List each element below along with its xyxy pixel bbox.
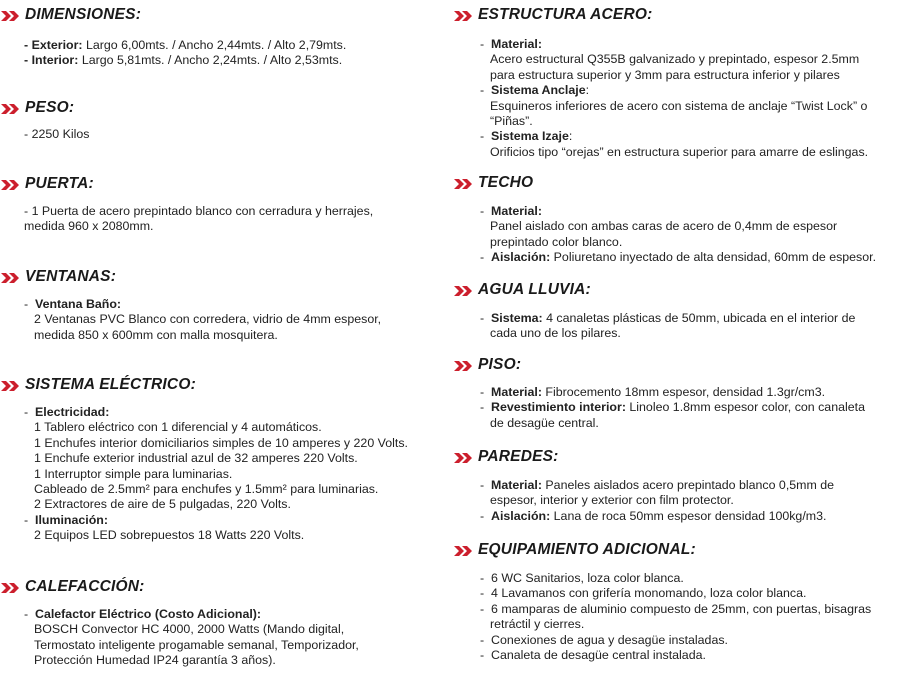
double-chevron-right-icon	[0, 10, 20, 22]
double-chevron-right-icon	[453, 545, 473, 557]
electricidad-item: 1 Enchufes interior domiciliarios simples de 10 amperes y 220 Volts.	[34, 435, 408, 450]
section-techo: TECHO - Material: Panel aislado con ambas caras de acero de 0,4mm de espesor prepintado color blanco. - Aislación: Poliuretano inyectado de alta densidad, 60mm de espesor.	[453, 174, 902, 266]
section-peso	[0, 99, 445, 142]
calefactor-label: Calefactor Eléctrico (Costo Adicional):	[35, 607, 262, 621]
section-title: PUERTA:	[25, 175, 94, 192]
double-chevron-right-icon	[0, 272, 20, 284]
section-estructura: ESTRUCTURA ACERO: - Material: Acero estructural Q355B galvanizado y prepintado, espesor 2.5mm para estructura superior y 3mm para estructura inferior y pilares - Sistema Anclaje: Esquineros inferiores de acero con sistema de anclaje “Twist Lock” o “Piñas”. - Sistema Izaje: Orificios tipo “orejas” en estructura superior para amarre de eslingas.	[453, 6, 902, 160]
double-chevron-right-icon	[453, 178, 473, 190]
aislacion-value: Poliuretano inyectado de alta densidad, 60mm de espesor.	[550, 250, 877, 265]
ventana-line: medida 850 x 600mm con malla mosquitera.	[34, 327, 278, 342]
section-ventanas: VENTANAS: - Ventana Baño: 2 Ventanas PVC Blanco con corredera, vidrio de 4mm espesor, medida 850 x 600mm con malla mosquitera.	[0, 268, 445, 343]
revestimiento-label: Revestimiento interior:	[491, 400, 626, 415]
material-line: espesor, interior y exterior con film protector.	[490, 493, 734, 508]
section-puerta	[0, 175, 445, 235]
section-title: CALEFACCIÓN:	[25, 578, 145, 595]
double-chevron-right-icon	[453, 285, 473, 297]
electricidad-item: 1 Enchufe exterior industrial azul de 32 amperes 220 Volts.	[34, 451, 358, 466]
equipamiento-item-cont: retráctil y cierres.	[490, 617, 585, 632]
revestimiento-line: de desagüe central.	[490, 415, 599, 430]
material-line: prepintado color blanco.	[490, 234, 623, 249]
peso-value: - 2250 Kilos	[24, 127, 90, 141]
puerta-line: - 1 Puerta de acero prepintado blanco con cerradura y herrajes,	[24, 204, 374, 218]
section-title: ESTRUCTURA ACERO:	[478, 6, 653, 23]
section-title: PAREDES:	[478, 448, 559, 465]
section-title: SISTEMA ELÉCTRICO:	[25, 376, 196, 393]
double-chevron-right-icon	[0, 103, 20, 115]
equipamiento-item: 6 mamparas de aluminio compuesto de 25mm, con puertas, bisagras	[491, 601, 872, 616]
double-chevron-right-icon	[453, 10, 473, 22]
electricidad-label: Electricidad:	[35, 405, 110, 419]
ventana-line: 2 Ventanas PVC Blanco con corredera, vidrio de 4mm espesor,	[34, 312, 382, 327]
puerta-line: medida 960 x 2080mm.	[24, 219, 154, 234]
section-piso: PISO: - Material: Fibrocemento 18mm espesor, densidad 1.3gr/cm3. - Revestimiento interior: Linoleo 1.8mm espesor color, con canaleta de desagüe central.	[453, 356, 902, 431]
sistema-line: cada uno de los pilares.	[490, 326, 621, 341]
izaje-label: Sistema Izaje	[491, 129, 569, 144]
section-title: TECHO	[478, 174, 534, 191]
anclaje-line: Esquineros inferiores de acero con sistema de anclaje “Twist Lock” o	[490, 98, 868, 113]
section-calefaccion: CALEFACCIÓN: - Calefactor Eléctrico (Costo Adicional): BOSCH Convector HC 4000, 2000 Watts (Mando digital, Termostato inteligente progamable semanal, Temporizador, Protección Humedad IP24 garantía 3 años).	[0, 578, 445, 669]
material-label: Material:	[491, 385, 542, 399]
interior-label: - Interior:	[24, 53, 79, 68]
equipamiento-item: Canaleta de desagüe central instalada.	[491, 648, 706, 663]
izaje-line: Orificios tipo “orejas” en estructura superior para amarre de eslingas.	[490, 144, 869, 159]
section-equipamiento: EQUIPAMIENTO ADICIONAL: - 6 WC Sanitarios, loza color blanca. - 4 Lavamanos con grifería monomando, loza color blanca. - 6 mamparas de aluminio compuesto de 25mm, con puertas, bisagras retráctil y cierres. - Conexiones de agua y desagüe instaladas. - Canaleta de desagüe central instalada.	[453, 541, 902, 663]
material-line: Acero estructural Q355B galvanizado y prepintado, espesor 2.5mm	[490, 52, 860, 67]
iluminacion-label: Iluminación:	[35, 512, 108, 527]
aislacion-label: Aislación:	[491, 508, 551, 523]
material-value: Paneles aislados acero prepintado blanco 0,5mm de	[541, 478, 835, 492]
calefactor-line: Protección Humedad IP24 garantía 3 años).	[34, 653, 276, 668]
material-line: para estructura superior y 3mm para estructura inferior y pilares	[490, 67, 840, 82]
double-chevron-right-icon	[0, 380, 20, 392]
anclaje-line: “Piñas”.	[490, 114, 533, 129]
double-chevron-right-icon	[453, 360, 473, 372]
electricidad-item: Cableado de 2.5mm² para enchufes y 1.5mm² para luminarias.	[34, 482, 379, 497]
calefactor-line: Termostato inteligente progamable semanal, Temporizador,	[34, 637, 359, 652]
electricidad-item: 1 Tablero eléctrico con 1 diferencial y 4 automáticos.	[34, 420, 322, 435]
material-label: Material:	[491, 37, 542, 51]
section-title: PESO:	[25, 99, 75, 116]
material-value: Fibrocemento 18mm espesor, densidad 1.3gr/cm3.	[541, 385, 826, 399]
section-paredes: PAREDES: - Material: Paneles aislados acero prepintado blanco 0,5mm de espesor, interior y exterior con film protector. - Aislación: Lana de roca 50mm espesor densidad 100kg/m3.	[453, 448, 902, 524]
section-dimensiones	[0, 6, 445, 69]
material-line: Panel aislado con ambas caras de acero de 0,4mm de espesor	[490, 219, 838, 234]
exterior-label: - Exterior:	[24, 38, 83, 52]
double-chevron-right-icon	[0, 582, 20, 594]
electricidad-item: 2 Extractores de aire de 5 pulgadas, 220 Volts.	[34, 497, 291, 512]
section-title: VENTANAS:	[25, 268, 117, 285]
section-agua-lluvia: AGUA LLUVIA: - Sistema: 4 canaletas plásticas de 50mm, ubicada en el interior de cada uno de los pilares.	[453, 281, 902, 342]
section-title: DIMENSIONES:	[25, 6, 142, 23]
exterior-value: Largo 6,00mts. / Ancho 2,44mts. / Alto 2,79mts.	[82, 38, 347, 52]
aislacion-value: Lana de roca 50mm espesor densidad 100kg/m3.	[550, 508, 827, 523]
anclaje-label: Sistema Anclaje	[491, 83, 586, 98]
electricidad-item: 1 Interruptor simple para luminarias.	[34, 466, 233, 481]
sistema-value: 4 canaletas plásticas de 50mm, ubicada en el interior de	[542, 311, 856, 325]
equipamiento-item: 4 Lavamanos con grifería monomando, loza color blanca.	[491, 586, 807, 601]
section-title: AGUA LLUVIA:	[478, 281, 591, 298]
double-chevron-right-icon	[453, 452, 473, 464]
section-electrico: SISTEMA ELÉCTRICO: - Electricidad: 1 Tablero eléctrico con 1 diferencial y 4 automáticos. 1 Enchufes interior domiciliarios simples de 10 amperes y 220 Volts. 1 Enchufe exterior industrial azul de 32 amperes 220 Volts. 1 Interruptor simple para luminarias. Cableado de 2.5mm² para enchufes y 1.5mm² para luminarias. 2 Extractores de aire de 5 pulgadas, 220 Volts. - Iluminación: 2 Equipos LED sobrepuestos 18 Watts 220 Volts.	[0, 376, 445, 544]
iluminacion-item: 2 Equipos LED sobrepuestos 18 Watts 220 Volts.	[34, 528, 305, 543]
double-chevron-right-icon	[0, 179, 20, 191]
section-title: EQUIPAMIENTO ADICIONAL:	[478, 541, 696, 558]
ventana-label: Ventana Baño:	[35, 297, 122, 311]
aislacion-label: Aislación:	[491, 250, 551, 265]
interior-value: Largo 5,81mts. / Ancho 2,24mts. / Alto 2,53mts.	[78, 53, 343, 68]
section-title: PISO:	[478, 356, 522, 373]
material-label: Material:	[491, 204, 542, 218]
calefactor-line: BOSCH Convector HC 4000, 2000 Watts (Mando digital,	[34, 622, 345, 637]
equipamiento-item: 6 WC Sanitarios, loza color blanca.	[491, 571, 684, 585]
sistema-label: Sistema:	[491, 311, 543, 325]
revestimiento-value: Linoleo 1.8mm espesor color, con canaleta	[625, 400, 865, 415]
equipamiento-item: Conexiones de agua y desagüe instaladas.	[491, 632, 728, 647]
material-label: Material:	[491, 478, 542, 492]
